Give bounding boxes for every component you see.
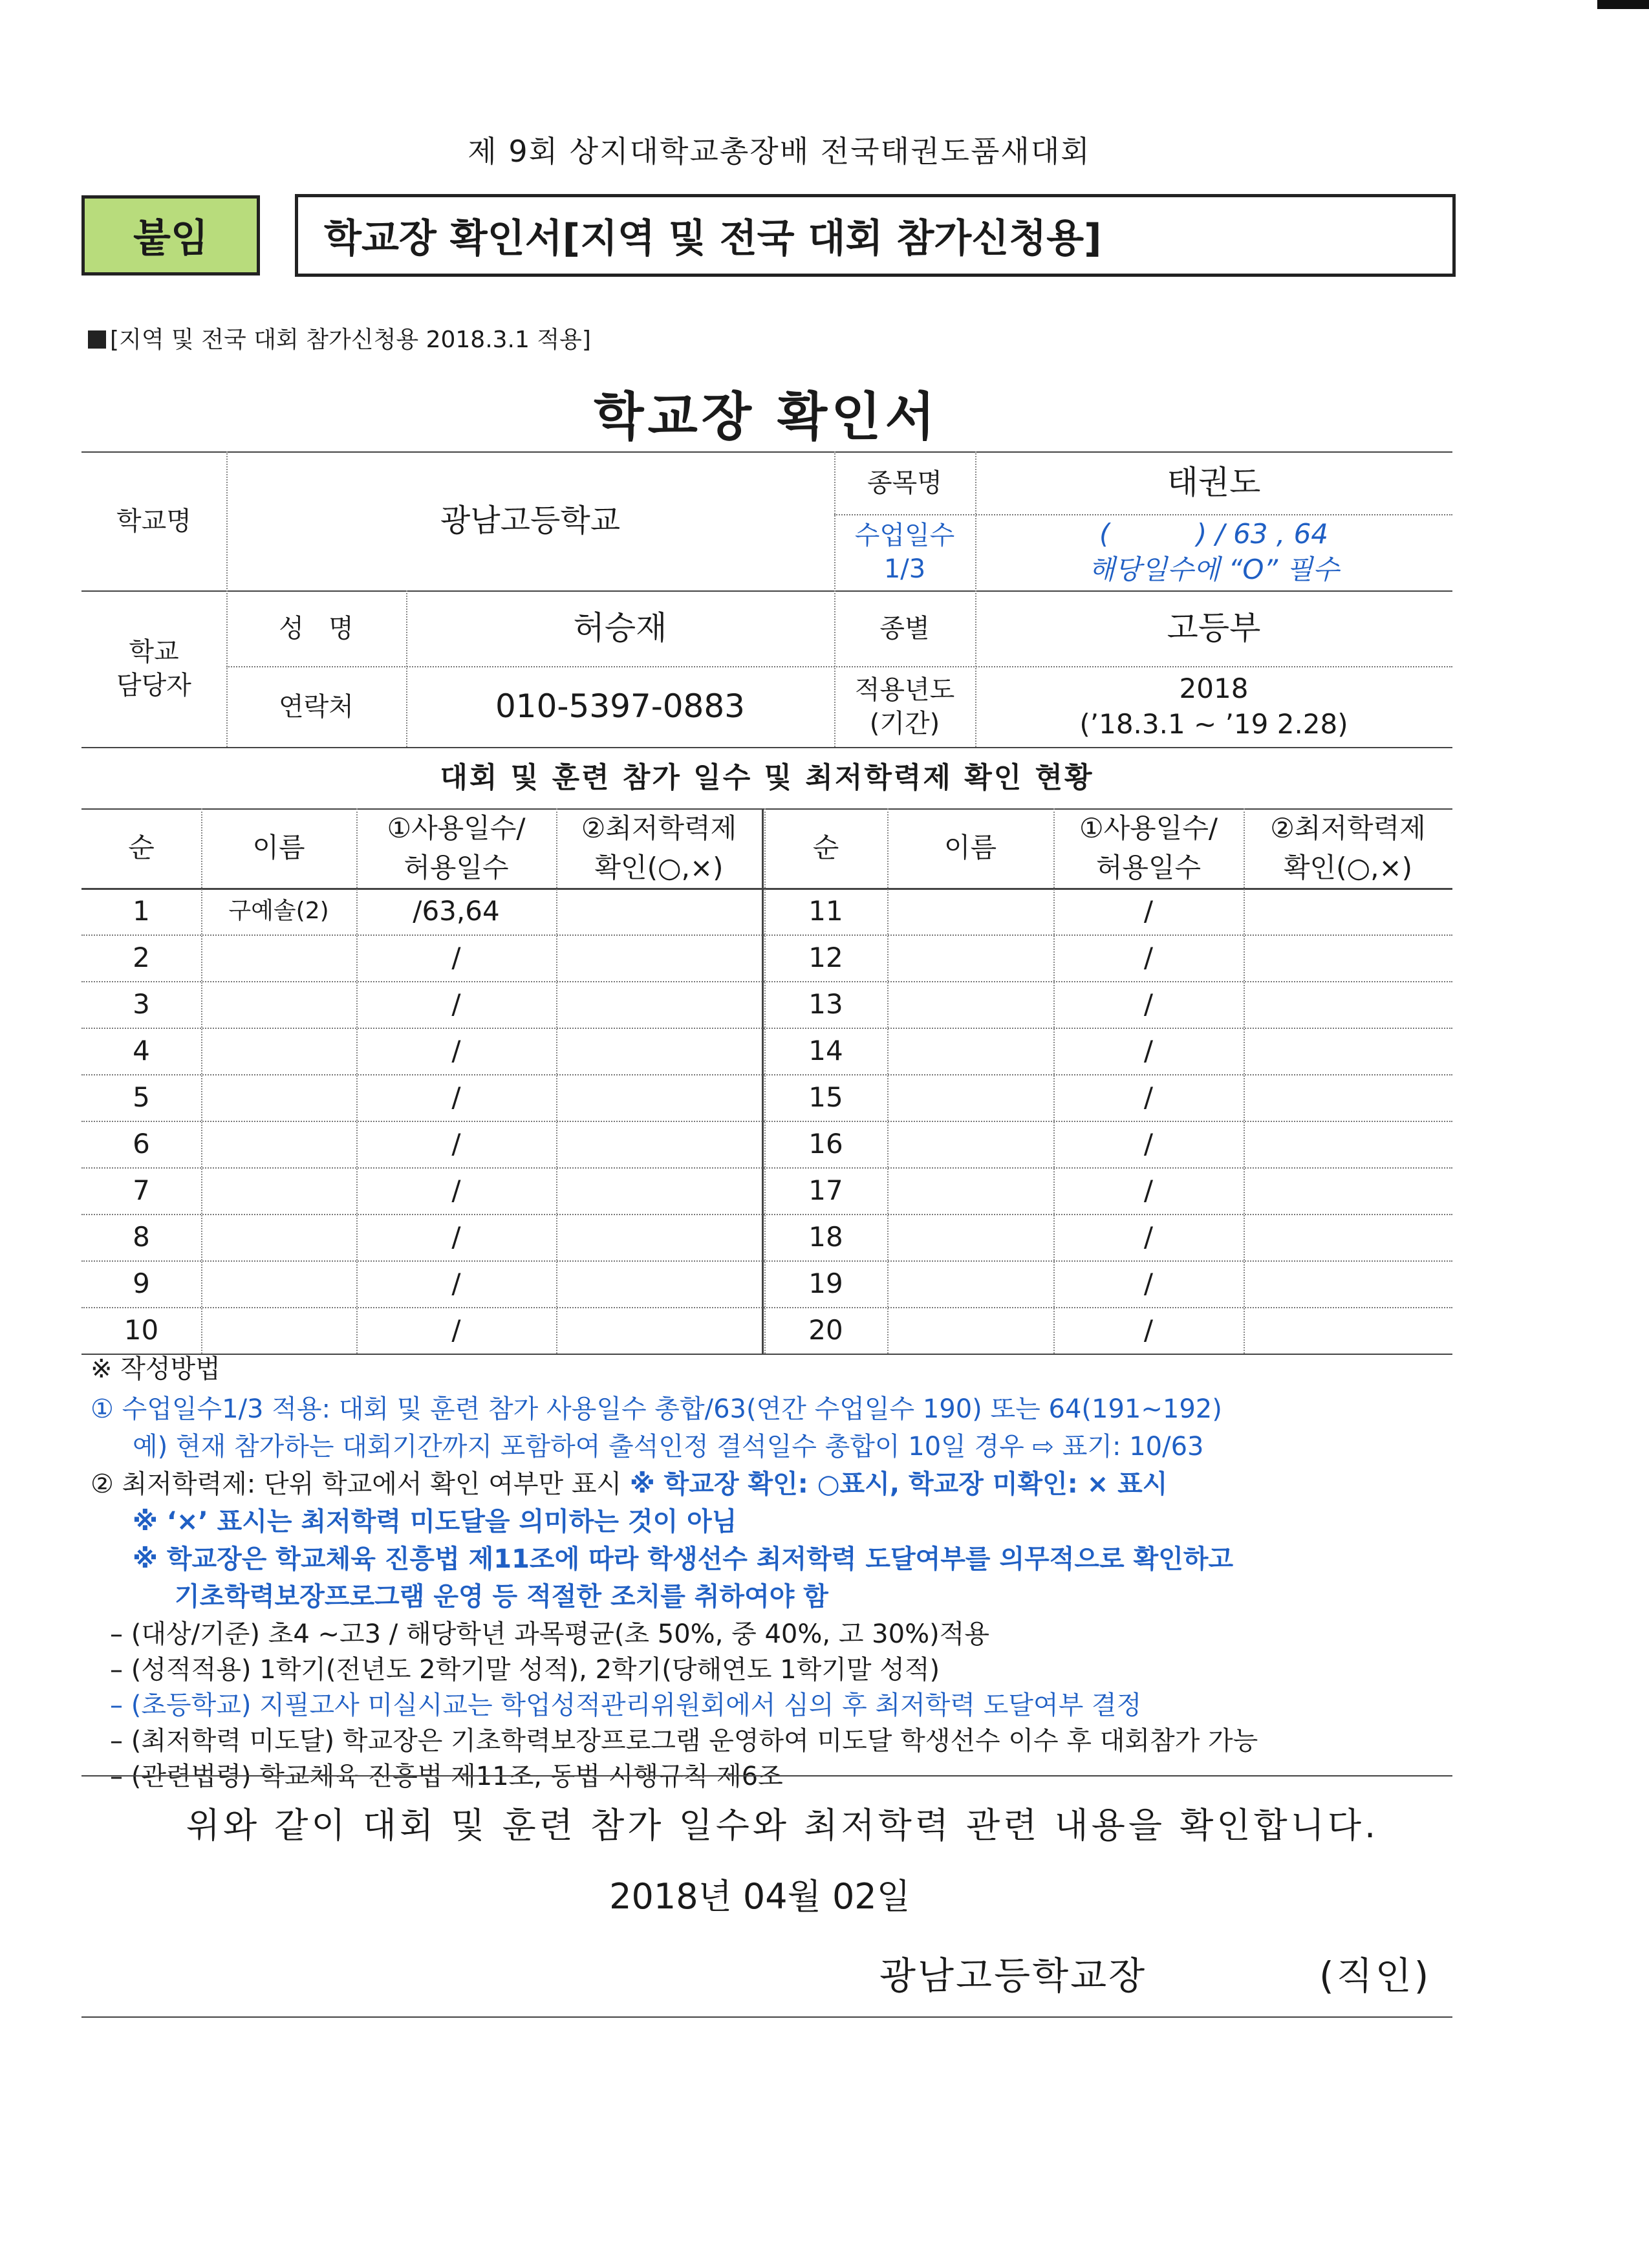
days-used-cell[interactable]: / [1143,1220,1154,1253]
min-academic-check-cell[interactable] [556,981,762,1028]
min-academic-check-cell[interactable] [556,888,762,934]
header-min-left [556,808,762,888]
days-used-cell[interactable]: / [1143,894,1154,927]
year-value-line1: 2018 [1179,672,1249,704]
min-academic-check-cell[interactable] [556,1028,762,1074]
days-used-cell[interactable]: / [1143,941,1154,973]
year-value [975,666,1452,747]
scope-note-text: [지역 및 전국 대회 참가신청용 2018.3.1 적용] [110,327,591,353]
manager-label-line2: 담당자 [116,671,191,700]
scope-note [88,321,591,354]
min-academic-check-cell[interactable] [556,934,762,981]
row-number: 5 [133,1081,150,1113]
scan-edge-mark [1597,0,1649,9]
athlete-name-cell[interactable] [201,1214,356,1260]
official-seal-label: (직인) [1319,1954,1432,1998]
note-2-line2: ※ ‘×’ 표시는 최저학력 미도달을 의미하는 것이 아님 [133,1507,737,1537]
min-academic-check-cell[interactable] [1244,934,1452,981]
row-number: 7 [133,1174,150,1206]
athlete-name-cell[interactable] [201,1028,356,1074]
days-used-cell[interactable]: / [1143,1313,1154,1346]
classdays-value-line1: ( ) / 63 , 64 [1099,518,1329,550]
header-days-right [1053,808,1244,888]
attachment-tag: 붙임 [81,195,260,275]
school-label: 학교명 [116,506,191,536]
document-title: 학교장 확인서 [594,387,939,447]
athlete-name-cell[interactable] [887,981,1053,1028]
days-used-cell[interactable]: / [451,1127,461,1160]
bullet-elementary: – (초등학교) 지필고사 미실시교는 학업성적관리위원회에서 심의 후 최저학력 도달여부 결정 [110,1690,1142,1720]
days-used-cell[interactable]: / [451,1313,461,1346]
section-title: 대회 및 훈련 참가 일수 및 최저학력제 확인 현황 [440,761,1094,794]
days-used-cell[interactable]: / [1143,1267,1154,1299]
name-label: 성 명 [279,613,354,643]
note-2-line1 [91,1467,1167,1502]
note-2-line1-plain: ② 최저학력제: 단위 학교에서 확인 여부만 표시 [91,1469,630,1499]
athlete-name-cell[interactable] [887,1028,1053,1074]
header-days-line1-right: ①사용일수/ [1079,812,1218,844]
days-used-cell[interactable]: / [451,1220,461,1253]
contact-value: 010-5397-0883 [495,687,745,725]
header-min-line1-right: ②최저학력제 [1270,812,1426,844]
days-used-cell[interactable]: / [1143,1127,1154,1160]
athlete-name-cell[interactable]: 구예솔(2) [228,897,329,924]
header-min-line2-left: 확인(○,×) [594,851,724,883]
min-academic-check-cell[interactable] [556,1214,762,1260]
bullet-target: – (대상/기준) 초4 ~고3 / 해당학년 과목평균(초 50%, 중 40%, 고 30%)적용 [110,1619,989,1649]
days-used-cell[interactable]: / [451,1267,461,1299]
row-number: 13 [808,988,843,1020]
days-used-cell[interactable]: / [451,1034,461,1066]
athlete-name-cell[interactable] [887,1214,1053,1260]
min-academic-check-cell[interactable] [556,1074,762,1121]
min-academic-check-cell[interactable] [1244,1260,1452,1307]
row-number: 10 [124,1313,159,1346]
note-2-line1-blue: ※ 학교장 확인: ○표시, 학교장 미확인: × 표시 [629,1469,1168,1499]
athlete-name-cell[interactable] [201,981,356,1028]
days-used-cell[interactable]: / [451,988,461,1020]
row-number: 2 [133,941,150,973]
athlete-name-cell[interactable] [887,888,1053,934]
note-1-line1: ① 수업일수1/3 적용: 대회 및 훈련 참가 사용일수 총합/63(연간 수업일수 190) 또는 64(191~192) [91,1394,1222,1424]
athlete-name-cell[interactable] [887,1074,1053,1121]
school-value: 광남고등학교 [440,502,621,539]
header-min-line2-right: 확인(○,×) [1283,851,1413,883]
bullet-below-minimum: – (최저학력 미도달) 학교장은 기초학력보장프로그램 운영하여 미도달 학생선수 이수 후 대회참가 가능 [110,1726,1258,1756]
athlete-name-cell[interactable] [887,1307,1053,1354]
athlete-name-cell[interactable] [201,934,356,981]
row-number: 15 [808,1081,843,1113]
header-days-left [356,808,556,888]
min-academic-check-cell[interactable] [1244,1028,1452,1074]
year-label-line2: (기간) [869,708,940,739]
year-label-line1: 적용년도 [854,675,955,705]
classdays-value-line2: 해당일수에 “O” 필수 [1088,554,1339,585]
manager-label [81,590,226,747]
classdays-label-line1: 수업일수 [854,521,955,550]
athlete-name-cell[interactable] [201,1167,356,1214]
note-1-line2: 예) 현재 참가하는 대회기간까지 포함하여 출석인정 결석일수 총합이 10일 경우 ⇨ 표기: 10/63 [133,1432,1204,1462]
document-heading: 학교장 확인서[지역 및 전국 대회 참가신청용] [295,194,1456,277]
athlete-name-cell[interactable] [201,1260,356,1307]
min-academic-check-cell[interactable] [556,1260,762,1307]
days-used-cell[interactable]: / [451,941,461,973]
bullet-grades: – (성적적용) 1학기(전년도 2학기말 성적), 2학기(당해연도 1학기말 성적) [110,1655,940,1685]
classdays-value [975,514,1452,590]
square-bullet-icon [88,330,106,349]
athlete-name-cell[interactable] [201,1074,356,1121]
row-number: 14 [808,1034,843,1066]
confirmation-statement: 위와 같이 대회 및 훈련 참가 일수와 최저학력 관련 내용을 확인합니다. [186,1805,1379,1846]
year-label [834,666,975,747]
division-label: 종별 [879,613,930,643]
min-academic-check-cell[interactable] [1244,1307,1452,1354]
athlete-name-cell[interactable] [201,1121,356,1167]
header-no-right: 순 [812,832,839,864]
days-used-cell[interactable]: /63,64 [413,894,500,927]
header-no-left: 순 [128,832,155,864]
min-academic-check-cell[interactable] [556,1121,762,1167]
manager-label-line1: 학교 [129,637,179,667]
header-days-line2-left: 허용일수 [404,851,509,883]
header-days-line1-left: ①사용일수/ [387,812,526,844]
min-academic-check-cell[interactable] [1244,1121,1452,1167]
issue-date: 2018년 04월 02일 [609,1876,911,1917]
row-number: 17 [808,1174,843,1206]
division-value: 고등부 [1167,609,1261,647]
header-days-line2-right: 허용일수 [1095,851,1202,883]
principal-signature: 광남고등학교장 [879,1954,1147,1998]
min-academic-check-cell[interactable] [1244,1074,1452,1121]
row-number: 20 [808,1313,843,1346]
min-academic-check-cell[interactable] [556,1167,762,1214]
year-value-line2: (’18.3.1 ~ ’19 2.28) [1079,707,1348,740]
min-academic-check-cell[interactable] [556,1307,762,1354]
days-used-cell[interactable]: / [1143,988,1154,1020]
days-used-cell[interactable]: / [451,1174,461,1206]
instructions-heading: ※ 작성방법 [91,1354,221,1384]
contact-label: 연락처 [279,691,354,722]
sport-label: 종목명 [867,468,942,498]
row-number: 18 [808,1220,843,1253]
header-min-line1-left: ②최저학력제 [581,812,737,844]
row-number: 3 [133,988,150,1020]
athlete-name-cell[interactable] [887,1121,1053,1167]
athlete-name-cell[interactable] [887,1167,1053,1214]
days-used-cell[interactable]: / [1143,1034,1154,1066]
row-number: 11 [808,894,843,927]
min-academic-check-cell[interactable] [1244,888,1452,934]
classdays-label [834,514,975,590]
row-number: 19 [808,1267,843,1299]
athlete-name-cell[interactable] [887,934,1053,981]
header-name-left: 이름 [252,832,305,864]
min-academic-check-cell[interactable] [1244,1214,1452,1260]
row-number: 9 [133,1267,150,1299]
days-used-cell[interactable]: / [1143,1174,1154,1206]
bullet-law: – (관련법령) 학교체육 진흥법 제11조, 동법 시행규칙 제6조 [110,1762,783,1791]
days-used-cell[interactable]: / [451,1081,461,1113]
classdays-label-line2: 1/3 [883,554,926,584]
event-title: 제 9회 상지대학교총장배 전국태권도품새대회 [468,134,1091,169]
sport-value: 태권도 [1167,464,1261,501]
name-value: 허승재 [573,609,667,647]
note-2-line3: ※ 학교장은 학교체육 진흥법 제11조에 따라 학생선수 최저학력 도달여부를 의무적으로 확인하고 [133,1544,1234,1574]
header-min-right [1244,808,1452,888]
row-number: 16 [808,1127,843,1160]
min-academic-check-cell[interactable] [1244,981,1452,1028]
row-number: 6 [133,1127,150,1160]
athlete-name-cell[interactable] [887,1260,1053,1307]
header-name-right: 이름 [943,832,997,864]
athlete-name-cell[interactable] [201,1307,356,1354]
min-academic-check-cell[interactable] [1244,1167,1452,1214]
row-number: 4 [133,1034,150,1066]
row-number: 8 [133,1220,150,1253]
row-number: 12 [808,941,843,973]
row-number: 1 [133,894,150,927]
note-2-line4: 기초학력보장프로그램 운영 등 적절한 조치를 취하여야 함 [175,1582,828,1612]
days-used-cell[interactable]: / [1143,1081,1154,1113]
